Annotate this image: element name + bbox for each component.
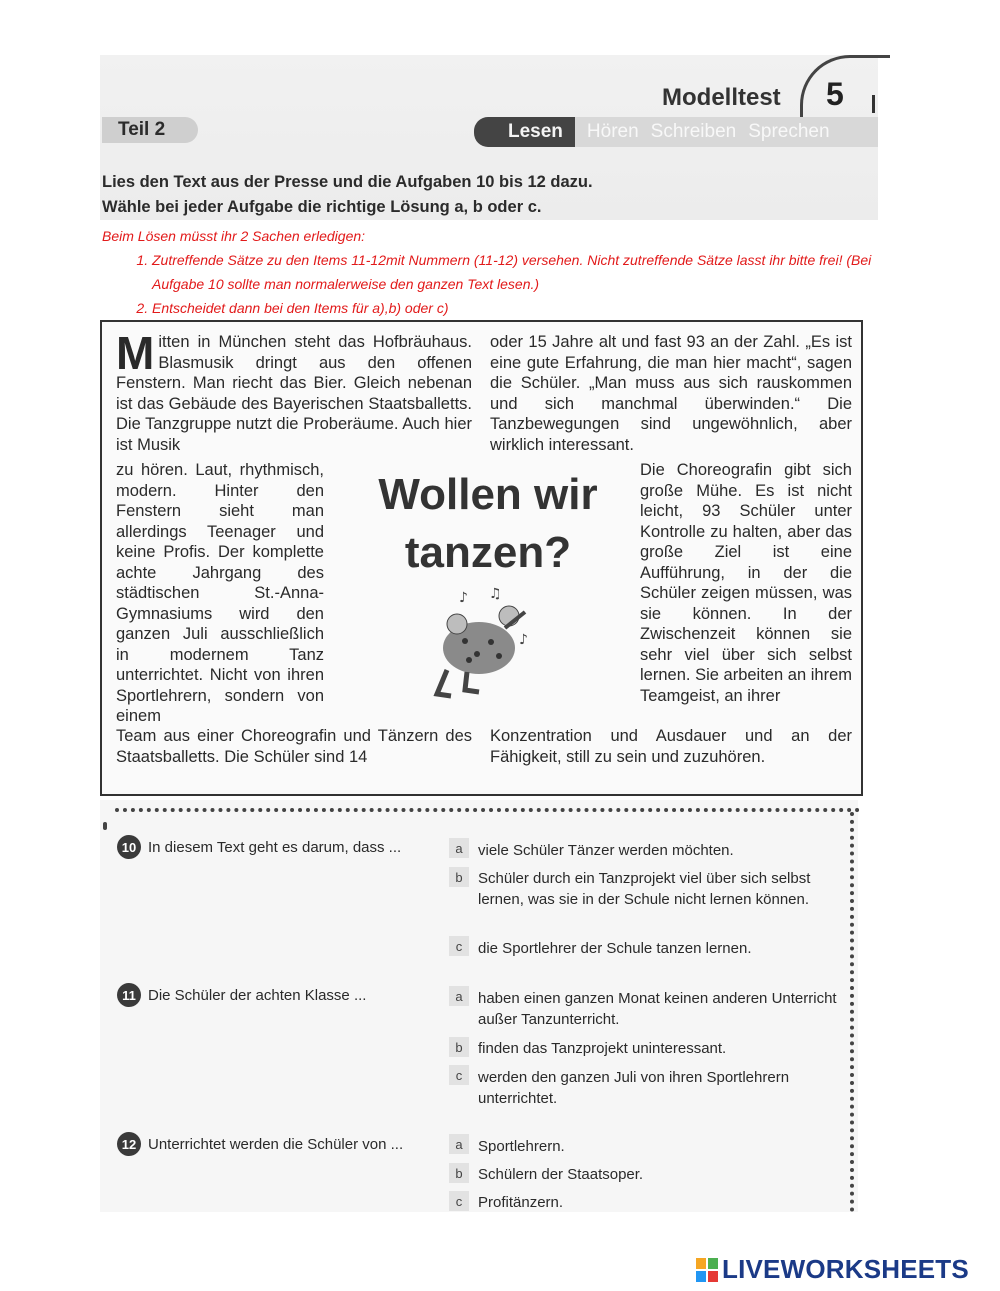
option-letter: b: [449, 1163, 469, 1183]
article-right-narrow: Die Choreografin gibt sich große Mühe. Es ist nicht leicht, 93 Schüler unter Kontrolle zu halten, aber das große Ziel ist eine Aufführung, in der die Schüler zeigen müssen, was sie können. In der Zwischenzeit können sie sehr viel über sich selbst lernen. Sie arbeiten an ihrem Teamgeist, an ihrer: [640, 461, 852, 705]
option-text[interactable]: Schüler durch ein Tanzprojekt viel über sich selbst lernen, was sie in der Schule nicht lernen können.: [478, 870, 811, 908]
intro-line-2: Wähle bei jeder Aufgabe die richtige Lösung a, b oder c.: [102, 198, 542, 216]
article-right-top: oder 15 Jahre alt und fast 93 an der Zahl. „Es ist eine gute Erfahrung, die man hier macht“, sagen die Schüler. „Man muss aus sich rauskommen und sich manchmal überwinden.“ Die Tanzbewegungen sind ungewöhnlich, aber wirklich interessant.: [490, 333, 852, 454]
option-text[interactable]: Schülern der Staatsoper.: [478, 1166, 644, 1183]
article-right-bottom: Konzentration und Ausdauer und an der Fähigkeit, still zu sein und zuzuhören.: [490, 727, 852, 766]
article-left-top-text: itten in München steht das Hofbräuhaus. Blasmusik dringt aus den offenen Fenstern. Man riecht das Bier. Gleich nebenan ist das Gebäude des Bayerischen Staatsballetts. Die Tanzgruppe nutzt die Proberäume. Auch hier ist Musik: [116, 333, 472, 454]
instruction-step: 1. Zutreffende Sätze zu den Items 11-12mit Nummern (11-12) versehen. Nicht zutreffende Sätze lasst ihr bitte frei! (Bei Aufgabe 10 sollte man normalerweise den ganzen Text lesen.): [152, 248, 902, 296]
headline-line-1: Wollen wir: [378, 470, 598, 519]
skill-hoeren: Hören: [586, 121, 639, 142]
svg-text:♪: ♪: [519, 632, 528, 648]
skill-bar: [474, 117, 878, 147]
skill-sprechen: Sprechen: [748, 121, 830, 142]
article-left-narrow: zu hören. Laut, rhythmisch, modern. Hinter den Fenstern sieht man allerdings Teenager und keine Profis. Der komplette achte Jahrgang des städtischen St.-Anna-Gymnasiums wird den ganzen Juli ausschließlich in modernem Tanz unterrichtet. Nicht von ihren Sportlehrern, sondern von einem: [116, 461, 324, 725]
option-text[interactable]: haben einen ganzen Monat keinen anderen Unterricht außer Tanzunterricht.: [478, 990, 837, 1028]
question-number-12: 12: [117, 1132, 141, 1156]
question-number-10: 10: [117, 835, 141, 859]
logo-text: LIVEWORKSHEETS: [722, 1254, 969, 1284]
article-headline: [358, 466, 618, 582]
dotted-border-top: [115, 808, 860, 812]
article-dropcap: M: [116, 327, 155, 379]
option-letter: c: [449, 1191, 469, 1211]
option-letter: c: [449, 936, 469, 956]
option-text[interactable]: die Sportlehrer der Schule tanzen lernen.: [478, 940, 752, 957]
question-number-11: 11: [117, 983, 141, 1007]
test-number-divider: [872, 95, 875, 113]
option-letter: b: [449, 867, 469, 887]
article-left-top: [116, 327, 472, 455]
task-intro: [102, 170, 593, 220]
instruction-step: 2. Entscheidet dann bei den Items für a),b) oder c): [152, 296, 902, 320]
option-letter: b: [449, 1037, 469, 1057]
teacher-instructions: [102, 224, 902, 320]
option-text[interactable]: werden den ganzen Juli von ihren Sportlehrern unterrichtet.: [478, 1069, 790, 1107]
svg-text:♫: ♫: [489, 586, 502, 602]
liveworksheets-logo[interactable]: [696, 1254, 969, 1285]
question-stem-10: In diesem Text geht es darum, dass ...: [148, 839, 402, 856]
dotted-border-left: [103, 822, 107, 830]
instructions-lead: Beim Lösen müsst ihr 2 Sachen erledigen:: [102, 228, 366, 244]
option-letter: a: [449, 986, 469, 1006]
logo-mark-icon: [696, 1258, 718, 1282]
svg-text:♪: ♪: [459, 590, 468, 606]
article-box: [100, 320, 863, 796]
test-title: Modelltest: [662, 84, 781, 111]
option-text[interactable]: Profitänzern.: [478, 1194, 564, 1211]
test-number: 5: [826, 76, 844, 112]
dotted-border-right: [850, 812, 854, 1212]
option-text[interactable]: finden das Tanzprojekt uninteressant.: [478, 1040, 727, 1057]
option-text[interactable]: viele Schüler Tänzer werden möchten.: [478, 842, 734, 859]
dancers-illustration-icon: [407, 586, 557, 706]
headline-line-2: tanzen?: [404, 528, 572, 577]
skill-active-lesen: Lesen: [474, 117, 575, 147]
skill-schreiben: Schreiben: [650, 121, 737, 142]
instructions-list: [124, 248, 902, 320]
section-label: Teil 2: [118, 119, 166, 140]
option-letter: a: [449, 1134, 469, 1154]
intro-line-1: Lies den Text aus der Presse und die Aufgaben 10 bis 12 dazu.: [102, 173, 593, 191]
article-left-bottom: Team aus einer Choreografin und Tänzern des Staatsballetts. Die Schüler sind 14: [116, 727, 472, 766]
option-letter: c: [449, 1065, 469, 1085]
option-text[interactable]: Sportlehrern.: [478, 1138, 565, 1155]
option-letter: a: [449, 838, 469, 858]
question-stem-11: Die Schüler der achten Klasse ...: [148, 987, 367, 1004]
question-stem-12: Unterrichtet werden die Schüler von ...: [148, 1136, 404, 1153]
